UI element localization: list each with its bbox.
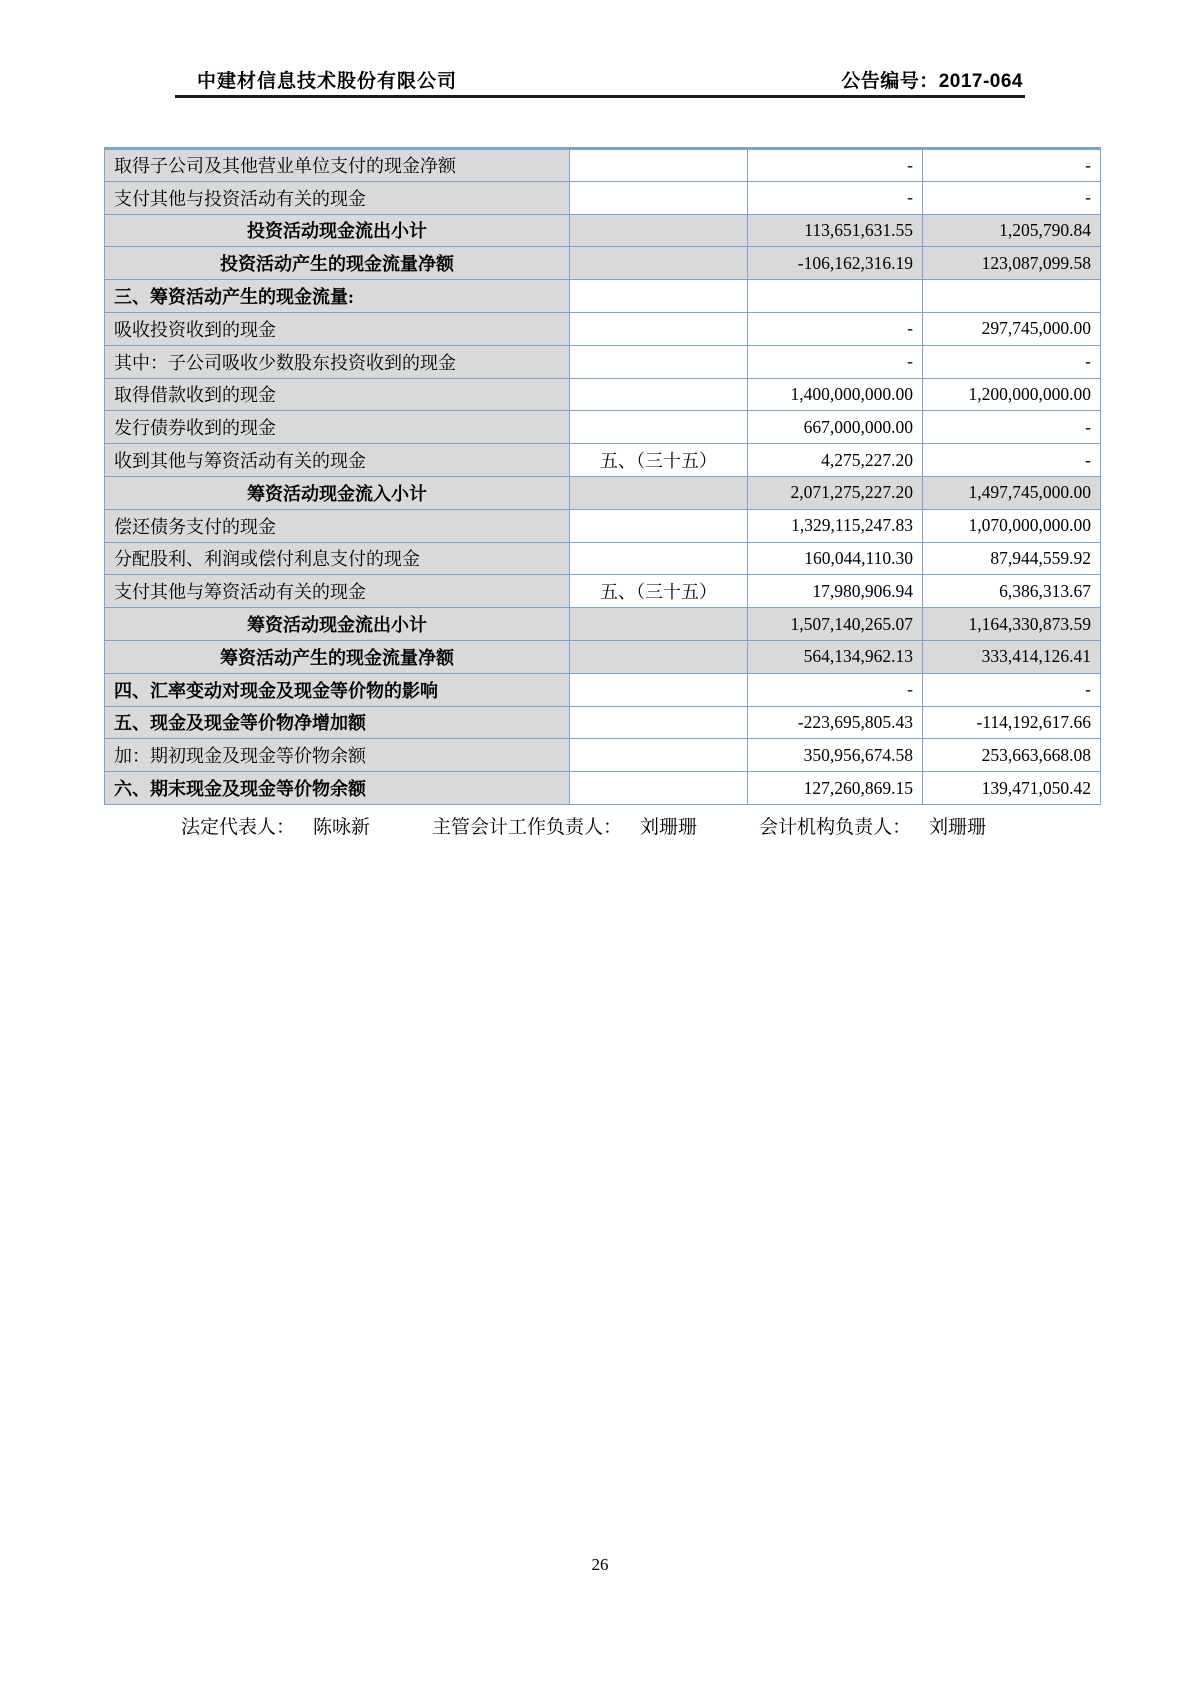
row-item-label: 取得子公司及其他营业单位支付的现金净额	[105, 149, 570, 182]
row-amount-current: 127,260,869.15	[748, 772, 923, 805]
chief-accountant	[432, 812, 697, 839]
table-row	[105, 608, 1101, 641]
row-item-label: 加：期初现金及现金等价物余额	[105, 739, 570, 772]
row-note-reference	[570, 312, 748, 345]
table-row	[105, 542, 1101, 575]
announcement-number-label: 公告编号：	[841, 71, 939, 92]
row-amount-prior: -114,192,617.66	[923, 706, 1101, 739]
page-number: 26	[591, 1555, 609, 1574]
row-amount-current: 350,956,674.58	[748, 739, 923, 772]
row-amount-current: 667,000,000.00	[748, 411, 923, 444]
row-note-reference	[570, 640, 748, 673]
row-amount-current: 160,044,110.30	[748, 542, 923, 575]
legal-representative	[181, 812, 370, 839]
row-amount-prior: 6,386,313.67	[923, 575, 1101, 608]
table-row	[105, 673, 1101, 706]
row-amount-current: 1,400,000,000.00	[748, 378, 923, 411]
row-note-reference	[570, 542, 748, 575]
row-amount-current: -106,162,316.19	[748, 247, 923, 280]
row-amount-current: -	[748, 181, 923, 214]
table-row	[105, 476, 1101, 509]
row-amount-prior: -	[923, 444, 1101, 477]
row-item-label: 六、期末现金及现金等价物余额	[105, 772, 570, 805]
announcement-number	[841, 66, 1023, 93]
row-note-reference	[570, 411, 748, 444]
row-amount-current: -	[748, 312, 923, 345]
announcement-number-value: 2017-064	[938, 71, 1023, 92]
chief-accountant-label: 主管会计工作负责人：	[432, 817, 623, 838]
row-item-label: 偿还债务支付的现金	[105, 509, 570, 542]
row-item-label: 三、筹资活动产生的现金流量:	[105, 280, 570, 313]
table-row	[105, 280, 1101, 313]
row-amount-current: 17,980,906.94	[748, 575, 923, 608]
row-note-reference: 五、（三十五）	[570, 444, 748, 477]
table-row	[105, 247, 1101, 280]
row-item-label: 支付其他与投资活动有关的现金	[105, 181, 570, 214]
row-amount-prior: -	[923, 411, 1101, 444]
row-note-reference	[570, 149, 748, 182]
row-amount-current: -223,695,805.43	[748, 706, 923, 739]
row-item-label: 投资活动产生的现金流量净额	[105, 247, 570, 280]
table-row	[105, 378, 1101, 411]
row-amount-prior: -	[923, 673, 1101, 706]
row-amount-current: 4,275,227.20	[748, 444, 923, 477]
row-amount-current	[748, 280, 923, 313]
company-name: 中建材信息技术股份有限公司	[197, 71, 458, 92]
table-row	[105, 345, 1101, 378]
chief-accountant-name: 刘珊珊	[640, 817, 698, 838]
row-note-reference	[570, 509, 748, 542]
row-amount-prior: 139,471,050.42	[923, 772, 1101, 805]
table-row	[105, 411, 1101, 444]
row-note-reference	[570, 378, 748, 411]
row-amount-prior: -	[923, 149, 1101, 182]
row-note-reference	[570, 706, 748, 739]
row-item-label: 投资活动现金流出小计	[105, 214, 570, 247]
row-amount-prior: 333,414,126.41	[923, 640, 1101, 673]
table-row	[105, 706, 1101, 739]
row-amount-prior	[923, 280, 1101, 313]
row-item-label: 支付其他与筹资活动有关的现金	[105, 575, 570, 608]
row-item-label: 分配股利、利润或偿付利息支付的现金	[105, 542, 570, 575]
header-divider	[175, 95, 1025, 98]
legal-representative-label: 法定代表人：	[181, 817, 296, 838]
row-item-label: 吸收投资收到的现金	[105, 312, 570, 345]
row-amount-prior: 297,745,000.00	[923, 312, 1101, 345]
row-note-reference	[570, 345, 748, 378]
row-item-label: 收到其他与筹资活动有关的现金	[105, 444, 570, 477]
row-note-reference	[570, 214, 748, 247]
row-note-reference	[570, 247, 748, 280]
signature-line	[181, 812, 1041, 839]
row-amount-current: -	[748, 149, 923, 182]
row-amount-current: 1,329,115,247.83	[748, 509, 923, 542]
row-amount-prior: 253,663,668.08	[923, 739, 1101, 772]
table-row	[105, 575, 1101, 608]
table-row	[105, 149, 1101, 182]
row-item-label: 四、汇率变动对现金及现金等价物的影响	[105, 673, 570, 706]
row-amount-current: 2,071,275,227.20	[748, 476, 923, 509]
row-item-label: 筹资活动产生的现金流量净额	[105, 640, 570, 673]
table-row	[105, 214, 1101, 247]
table-row	[105, 772, 1101, 805]
accounting-org-head	[759, 812, 986, 839]
row-item-label: 五、现金及现金等价物净增加额	[105, 706, 570, 739]
row-amount-prior: 1,200,000,000.00	[923, 378, 1101, 411]
row-note-reference: 五、（三十五）	[570, 575, 748, 608]
row-amount-current: 1,507,140,265.07	[748, 608, 923, 641]
row-amount-current: 113,651,631.55	[748, 214, 923, 247]
row-amount-prior: 1,070,000,000.00	[923, 509, 1101, 542]
document-header	[197, 66, 1023, 93]
row-amount-prior: 1,164,330,873.59	[923, 608, 1101, 641]
row-item-label: 发行债券收到的现金	[105, 411, 570, 444]
row-note-reference	[570, 280, 748, 313]
row-note-reference	[570, 673, 748, 706]
accounting-org-head-label: 会计机构负责人：	[759, 817, 912, 838]
row-amount-prior: 123,087,099.58	[923, 247, 1101, 280]
cash-flow-statement-table	[104, 147, 1101, 805]
accounting-org-head-name: 刘珊珊	[929, 817, 987, 838]
legal-representative-name: 陈咏新	[313, 817, 371, 838]
row-item-label: 筹资活动现金流出小计	[105, 608, 570, 641]
table-row	[105, 312, 1101, 345]
table-row	[105, 739, 1101, 772]
row-note-reference	[570, 772, 748, 805]
row-item-label: 筹资活动现金流入小计	[105, 476, 570, 509]
row-amount-current: 564,134,962.13	[748, 640, 923, 673]
row-amount-prior: 87,944,559.92	[923, 542, 1101, 575]
table-row	[105, 640, 1101, 673]
table-row	[105, 181, 1101, 214]
row-note-reference	[570, 476, 748, 509]
row-item-label: 取得借款收到的现金	[105, 378, 570, 411]
table-row	[105, 444, 1101, 477]
table-row	[105, 509, 1101, 542]
row-note-reference	[570, 739, 748, 772]
row-item-label: 其中：子公司吸收少数股东投资收到的现金	[105, 345, 570, 378]
row-amount-prior: -	[923, 181, 1101, 214]
cash-flow-table-body	[105, 149, 1101, 805]
row-note-reference	[570, 181, 748, 214]
row-amount-prior: -	[923, 345, 1101, 378]
row-amount-prior: 1,497,745,000.00	[923, 476, 1101, 509]
row-amount-current: -	[748, 345, 923, 378]
row-amount-current: -	[748, 673, 923, 706]
row-note-reference	[570, 608, 748, 641]
row-amount-prior: 1,205,790.84	[923, 214, 1101, 247]
